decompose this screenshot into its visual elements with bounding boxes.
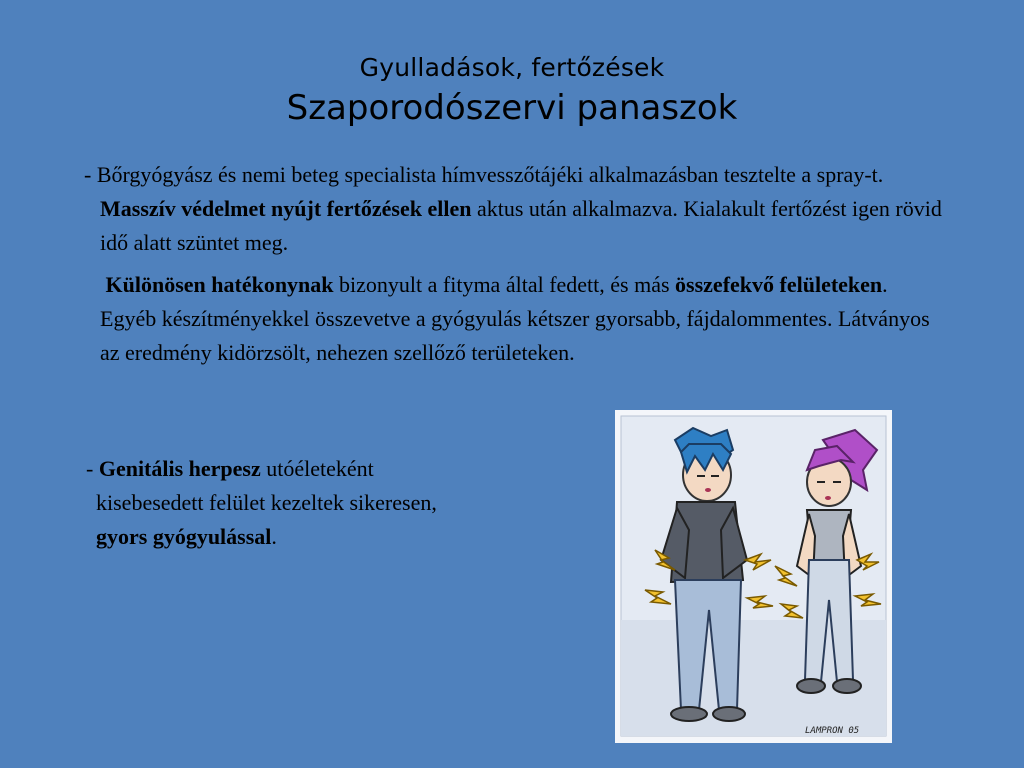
title-line-2: Szaporodószervi panaszok [286, 88, 738, 128]
paragraph-effectiveness [100, 268, 940, 370]
p3-bold-1: Genitális herpesz [98, 456, 261, 481]
p3-dash: - [86, 456, 99, 481]
p3-bold-2: gyors gyógyulással [96, 524, 272, 549]
p3-text-2: . [271, 524, 277, 549]
p2-text-2: . Egyéb készítményekkel összevetve a gyógyulás kétszer gyorsabb, fájdalommentes. Látványos az eredmény kidörzsölt, nehezen szellőző területeken. [100, 272, 930, 365]
p1-text-2: aktus után alkalmazva. Kialakult fertőzést igen rövid idő alatt szüntet meg. [100, 196, 942, 255]
cartoon-signature: LAMPRON 05 [805, 726, 860, 736]
cartoon-image [615, 410, 892, 743]
p3-text-1: utóéleteként [260, 456, 374, 481]
slide-title [0, 50, 1024, 130]
p2-bold-2: összefekvő felületeken [675, 272, 883, 297]
paragraph-herpes [86, 452, 606, 554]
p1-text-1: - Bőrgyógyász és nemi beteg specialista hímvesszőtájéki alkalmazásban tesztelte a spray-t. [84, 162, 884, 187]
p3-line-2: kisebesedett felület kezeltek sikeresen, [96, 490, 437, 515]
p2-bold-1: Különösen hatékonynak [105, 272, 334, 297]
paragraph-dermatology [84, 158, 960, 260]
p1-bold-1: Masszív védelmet nyújt fertőzések ellen [100, 196, 472, 221]
p3-line-1 [86, 452, 606, 486]
p3-line-3 [86, 520, 606, 554]
p2-text-1: bizonyult a fityma által fedett, és más [333, 272, 676, 297]
title-line-1: Gyulladások, fertőzések [359, 53, 665, 82]
cartoon-illustration [615, 410, 892, 743]
